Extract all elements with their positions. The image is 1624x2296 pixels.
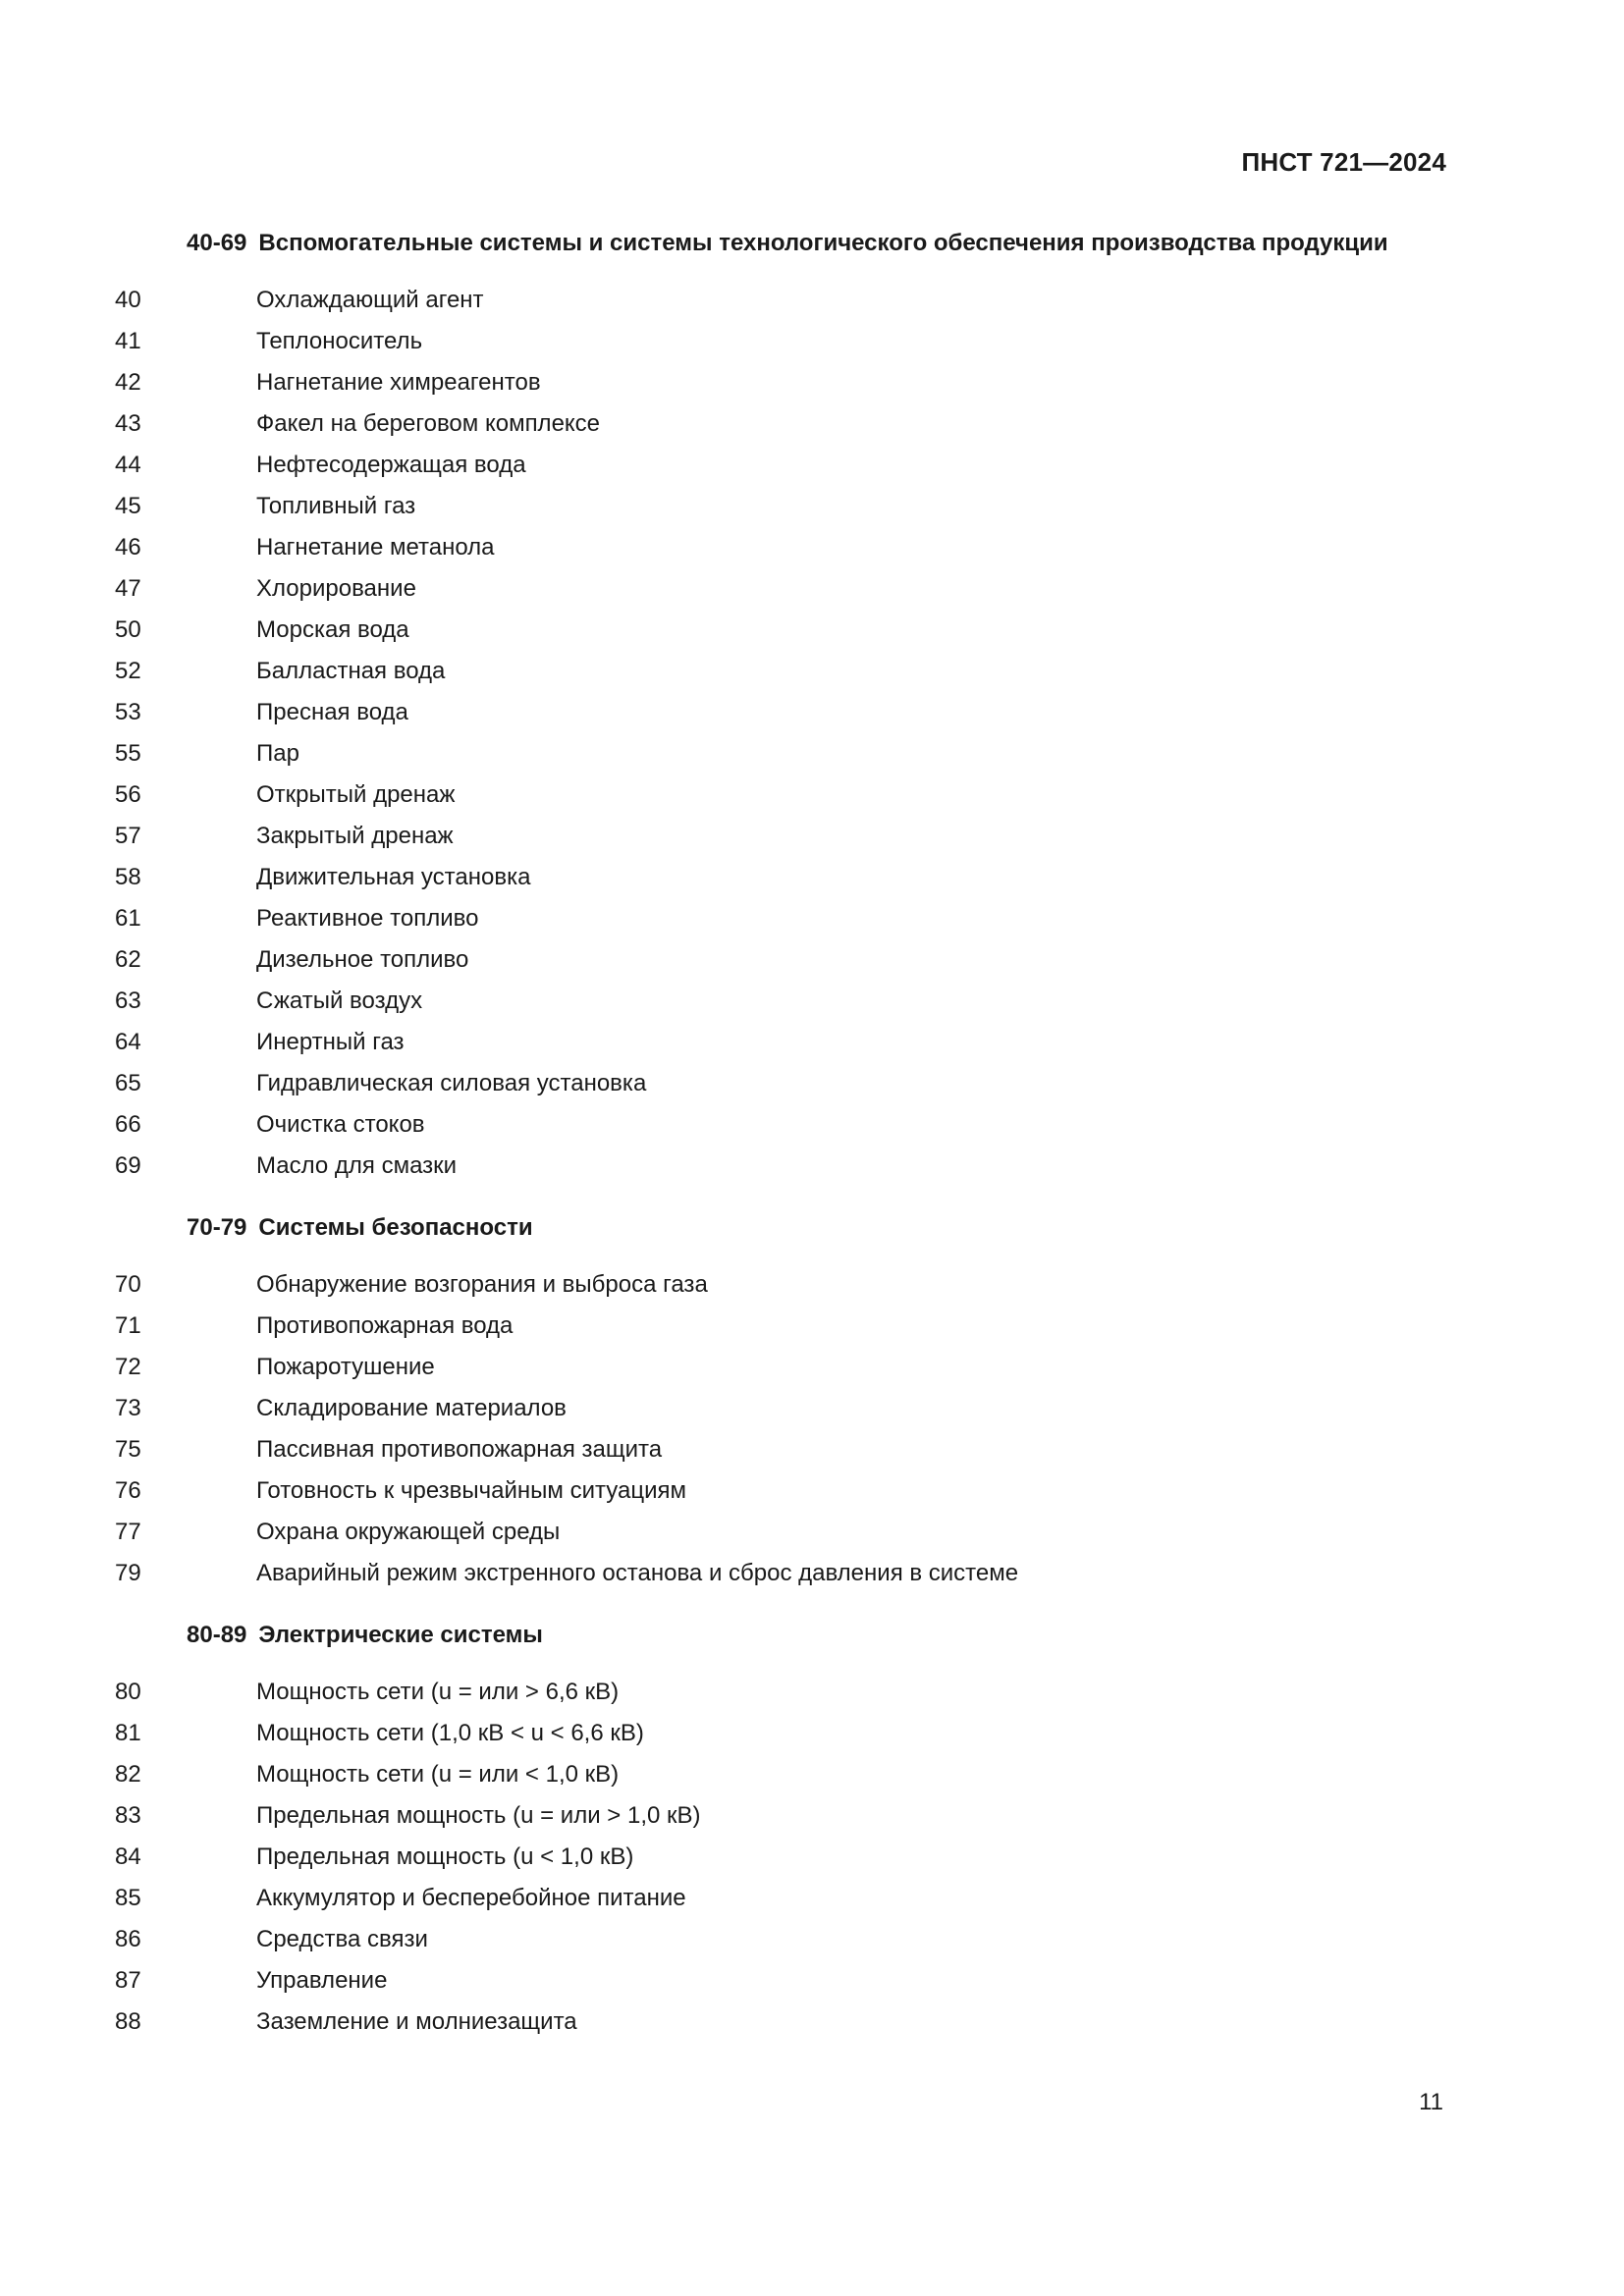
list-item <box>0 1264 1624 1306</box>
entry-label: Теплоноситель <box>256 328 423 354</box>
entry-code: 73 <box>115 1395 141 1421</box>
list-item <box>0 1795 1624 1837</box>
entry-label: Складирование материалов <box>256 1395 567 1421</box>
entry-label: Балластная вода <box>256 658 446 684</box>
list-item <box>0 280 1624 321</box>
entry-code: 66 <box>115 1111 141 1138</box>
entry-code: 55 <box>115 740 141 767</box>
entry-code: 62 <box>115 946 141 973</box>
section-heading <box>0 1616 1624 1655</box>
list-item <box>0 1022 1624 1063</box>
entry-code: 87 <box>115 1967 141 1994</box>
list-item <box>0 445 1624 486</box>
list-item <box>0 568 1624 610</box>
list-item <box>0 1553 1624 1594</box>
list-item <box>0 1063 1624 1104</box>
entry-code: 46 <box>115 534 141 561</box>
list-item <box>0 651 1624 692</box>
entry-label: Реактивное топливо <box>256 905 479 932</box>
section-40-69 <box>0 224 1624 1187</box>
list-item <box>0 981 1624 1022</box>
list-item <box>0 2002 1624 2043</box>
section-title: Системы безопасности <box>258 1214 533 1241</box>
document-body <box>0 224 1624 2064</box>
page-number: 11 <box>1419 2089 1443 2115</box>
entry-label: Дизельное топливо <box>256 946 469 973</box>
entry-label: Готовность к чрезвычайным ситуациям <box>256 1477 686 1504</box>
section-heading <box>0 1208 1624 1248</box>
list-item <box>0 939 1624 981</box>
entry-code: 77 <box>115 1519 141 1545</box>
entry-label: Инертный газ <box>256 1029 405 1055</box>
list-item <box>0 816 1624 857</box>
entry-label: Средства связи <box>256 1926 428 1952</box>
entry-label: Нагнетание метанола <box>256 534 495 561</box>
entry-code: 76 <box>115 1477 141 1504</box>
list-item <box>0 733 1624 774</box>
list-item <box>0 1960 1624 2002</box>
entry-code: 42 <box>115 369 141 396</box>
entry-code: 70 <box>115 1271 141 1298</box>
entry-label: Нефтесодержащая вода <box>256 452 526 478</box>
list-item <box>0 1919 1624 1960</box>
entry-label: Нагнетание химреагентов <box>256 369 541 396</box>
entry-code: 56 <box>115 781 141 808</box>
entry-label: Открытый дренаж <box>256 781 456 808</box>
entry-label: Предельная мощность (u = или > 1,0 кВ) <box>256 1802 701 1829</box>
list-item <box>0 857 1624 898</box>
list-item <box>0 1470 1624 1512</box>
section-70-79 <box>0 1208 1624 1594</box>
entry-label: Противопожарная вода <box>256 1312 514 1339</box>
entry-code: 79 <box>115 1560 141 1586</box>
list-item <box>0 1347 1624 1388</box>
entry-code: 41 <box>115 328 141 354</box>
entry-label: Хлорирование <box>256 575 416 602</box>
entry-list <box>0 1672 1624 2043</box>
entry-code: 80 <box>115 1679 141 1705</box>
entry-label: Охрана окружающей среды <box>256 1519 561 1545</box>
list-item <box>0 362 1624 403</box>
entry-code: 85 <box>115 1885 141 1911</box>
entry-label: Пассивная противопожарная защита <box>256 1436 663 1463</box>
entry-code: 63 <box>115 988 141 1014</box>
entry-label: Очистка стоков <box>256 1111 425 1138</box>
entry-label: Гидравлическая силовая установка <box>256 1070 647 1096</box>
entry-label: Топливный газ <box>256 493 416 519</box>
list-item <box>0 1672 1624 1713</box>
entry-code: 75 <box>115 1436 141 1463</box>
entry-code: 50 <box>115 616 141 643</box>
entry-label: Предельная мощность (u < 1,0 кВ) <box>256 1843 634 1870</box>
entry-code: 64 <box>115 1029 141 1055</box>
list-item <box>0 1512 1624 1553</box>
entry-code: 45 <box>115 493 141 519</box>
section-range: 70-79 <box>187 1214 247 1241</box>
list-item <box>0 486 1624 527</box>
entry-code: 57 <box>115 823 141 849</box>
entry-list <box>0 280 1624 1187</box>
entry-label: Масло для смазки <box>256 1152 458 1179</box>
entry-label: Закрытый дренаж <box>256 823 454 849</box>
list-item <box>0 1306 1624 1347</box>
entry-code: 53 <box>115 699 141 725</box>
entry-label: Охлаждающий агент <box>256 287 484 313</box>
list-item <box>0 898 1624 939</box>
entry-code: 88 <box>115 2008 141 2035</box>
entry-code: 81 <box>115 1720 141 1746</box>
list-item <box>0 1754 1624 1795</box>
entry-label: Аварийный режим экстренного останова и сброс давления в системе <box>256 1560 1019 1586</box>
entry-code: 44 <box>115 452 141 478</box>
list-item <box>0 321 1624 362</box>
entry-label: Обнаружение возгорания и выброса газа <box>256 1271 708 1298</box>
entry-code: 52 <box>115 658 141 684</box>
entry-code: 61 <box>115 905 141 932</box>
section-range: 40-69 <box>187 230 247 256</box>
list-item <box>0 1713 1624 1754</box>
entry-label: Пресная вода <box>256 699 408 725</box>
entry-code: 71 <box>115 1312 141 1339</box>
entry-code: 83 <box>115 1802 141 1829</box>
list-item <box>0 1878 1624 1919</box>
list-item <box>0 1837 1624 1878</box>
entry-label: Факел на береговом комплексе <box>256 410 601 437</box>
list-item <box>0 527 1624 568</box>
section-80-89 <box>0 1616 1624 2043</box>
entry-code: 58 <box>115 864 141 890</box>
entry-code: 72 <box>115 1354 141 1380</box>
entry-code: 86 <box>115 1926 141 1952</box>
entry-label: Управление <box>256 1967 388 1994</box>
entry-label: Аккумулятор и бесперебойное питание <box>256 1885 686 1911</box>
entry-code: 82 <box>115 1761 141 1788</box>
entry-label: Мощность сети (u = или < 1,0 кВ) <box>256 1761 620 1788</box>
entry-code: 69 <box>115 1152 141 1179</box>
entry-label: Мощность сети (1,0 кВ < u < 6,6 кВ) <box>256 1720 644 1746</box>
section-heading <box>0 224 1624 263</box>
list-item <box>0 1104 1624 1146</box>
entry-code: 40 <box>115 287 141 313</box>
entry-label: Пожаротушение <box>256 1354 435 1380</box>
entry-label: Заземление и молниезащита <box>256 2008 577 2035</box>
entry-label: Мощность сети (u = или > 6,6 кВ) <box>256 1679 620 1705</box>
list-item <box>0 1388 1624 1429</box>
entry-label: Сжатый воздух <box>256 988 423 1014</box>
list-item <box>0 1146 1624 1187</box>
list-item <box>0 692 1624 733</box>
document-code: ПНСТ 721—2024 <box>1241 147 1446 177</box>
entry-label: Пар <box>256 740 299 767</box>
list-item <box>0 1429 1624 1470</box>
entry-code: 65 <box>115 1070 141 1096</box>
entry-code: 47 <box>115 575 141 602</box>
section-title: Вспомогательные системы и системы технологического обеспечения производства продукции <box>258 230 1388 256</box>
entry-label: Движительная установка <box>256 864 531 890</box>
list-item <box>0 610 1624 651</box>
entry-code: 84 <box>115 1843 141 1870</box>
list-item <box>0 774 1624 816</box>
section-range: 80-89 <box>187 1622 247 1648</box>
section-title: Электрические системы <box>258 1622 543 1648</box>
list-item <box>0 403 1624 445</box>
entry-list <box>0 1264 1624 1594</box>
entry-code: 43 <box>115 410 141 437</box>
entry-label: Морская вода <box>256 616 409 643</box>
